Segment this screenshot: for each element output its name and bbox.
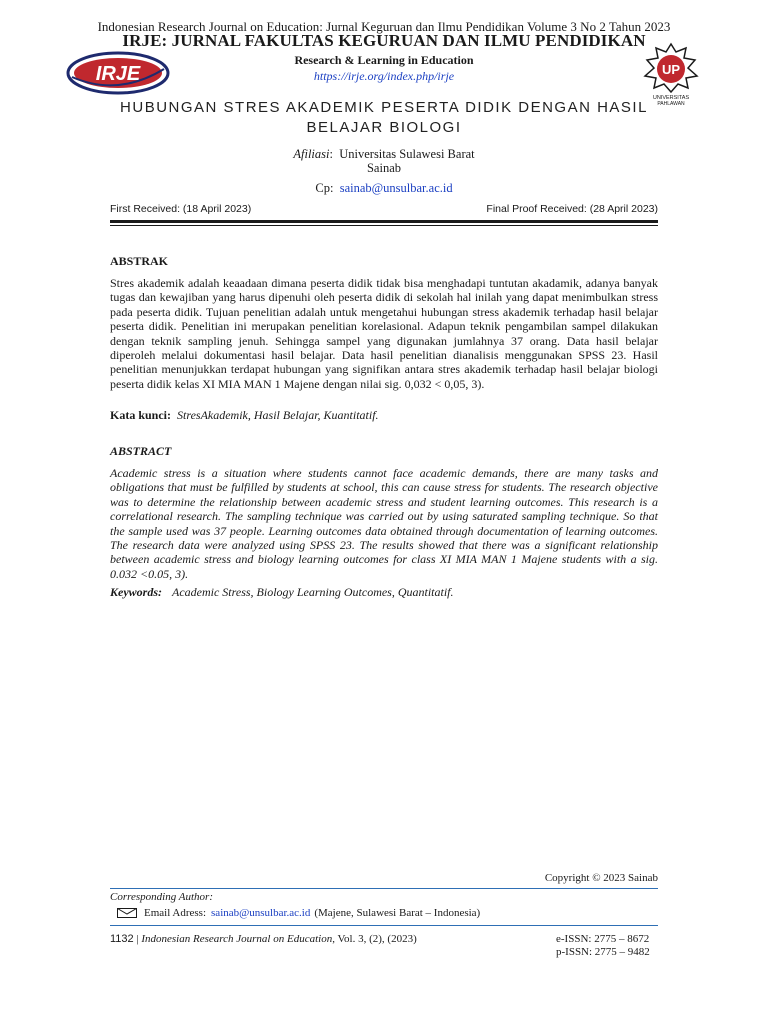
cp-label: Cp: <box>315 181 334 195</box>
university-logo-caption: UNIVERSITAS <box>652 95 690 101</box>
kata-kunci <box>110 408 658 423</box>
paper-title <box>110 98 658 138</box>
kata-kunci-value: StresAkademik, Hasil Belajar, Kuantitatif. <box>177 408 379 422</box>
page-separator: | <box>136 933 139 945</box>
irje-logo <box>66 51 170 95</box>
paper-title-line-1: HUBUNGAN STRES AKADEMIK PESERTA DIDIK DENGAN HASIL <box>120 99 648 116</box>
keywords-value: Academic Stress, Biology Learning Outcomes, Quantitatif. <box>172 585 454 599</box>
abstrak-heading: ABSTRAK <box>110 254 169 268</box>
eissn: e-ISSN: 2775 – 8672 <box>556 933 650 945</box>
received-dates <box>110 203 658 215</box>
footer-rule-bottom <box>110 925 658 926</box>
header-divider-thick <box>110 220 658 223</box>
university-logo <box>640 40 702 106</box>
journal-line: Indonesian Research Journal on Education: Jurnal Keguruan dan Ilmu Pendidikan Volume 3 No 2 Tahun 2023 <box>97 19 671 34</box>
keywords-label: Keywords: <box>110 585 162 599</box>
envelope-icon <box>117 908 137 918</box>
cp-email-link[interactable]: sainab@unsulbar.ac.id <box>339 181 453 195</box>
footer-email-link[interactable]: sainab@unsulbar.ac.id <box>211 907 311 919</box>
author-name: Sainab <box>366 161 402 175</box>
journal-subtitle: Research & Learning in Education <box>294 53 474 67</box>
abstrak-text: Stres akademik adalah keaadaan dimana peserta didik tidak bisa menghadapi tuntutan akadamik, adanya banyak tugas dan kewajiban yang harus dipenuhi oleh peserta didik di sekolah hal inilah yang dapat menimbulkan stress pada peserta didik. Tujuan penelitian adalah untuk mengetahui hubungan stress akademik terhadap hasil belajar peserta didik. Penelitian ini merupakan penelitian korelasional. Adapun teknik pengambilan sampel dilakukan dengan teknik sampling jenuh. Sehingga sampel yang digunakan jumlahnya 37 orang. Data hasil belajar diperoleh melalui dokumentasi hasil belajar. Data hasil penelitian dianalisis menggunakan SPSS 23. Hasil penelitian menunjukkan terdapat hubungan yang signifikan antara stres akademik terhadap hasil belajar biologi peserta didik kelas XI MIA MAN 1 Majene dengan nilai sig. 0,032 < 0,05, 3). <box>110 276 658 391</box>
kata-kunci-label: Kata kunci: <box>110 408 172 422</box>
header-divider-thin <box>110 225 658 226</box>
page-number: 1132 <box>110 933 134 945</box>
university-logo-text: UP <box>661 62 681 77</box>
contact-person <box>0 181 768 196</box>
email-label: Email Adress: <box>144 907 207 919</box>
abstract-heading: ABSTRACT <box>110 444 172 458</box>
affiliation: Afiliasi: Universitas Sulawesi Barat <box>293 147 475 161</box>
keywords <box>110 585 658 600</box>
footer-rule-top <box>110 888 658 889</box>
footer-journal-name: Indonesian Research Journal on Education <box>141 933 333 945</box>
email-row <box>117 907 480 919</box>
journal-title: IRJE: JURNAL FAKULTAS KEGURUAN DAN ILMU PENDIDIKAN <box>122 31 646 50</box>
abstract-text: Academic stress is a situation where students cannot face academic demands, there are many tasks and obligations that must be fulfilled by students at school, this can cause stress for students. The research objective was to determine the relationship between academic stress and student learning outcomes. This research is a correlational research. The sampling technique was carried out by using saturated sampling technique. So that the sample used was 37 people. Learning outcomes data obtained through documentation of learning outcomes. The research data were analyzed using SPSS 23. The results showed that there was a significant relationship between academic stress and biology learning outcomes for class XI MIA MAN 1 Majene students with a sig. 0.032 <0.05, 3). <box>110 466 658 581</box>
university-logo-caption2: PAHLAWAN <box>657 101 685 106</box>
pissn: p-ISSN: 2775 – 9482 <box>556 946 650 958</box>
first-received: First Received: (18 April 2023) <box>110 203 252 215</box>
email-location: (Majene, Sulawesi Barat – Indonesia) <box>314 907 481 919</box>
footer-volume: , Vol. 3, (2), (2023) <box>332 933 417 945</box>
affiliation-value: Universitas Sulawesi Barat <box>339 147 475 161</box>
affiliation-label: Afiliasi <box>293 147 330 161</box>
irje-logo-text: IRJE <box>95 63 141 85</box>
page-footer <box>110 933 417 945</box>
final-proof-received: Final Proof Received: (28 April 2023) <box>486 203 658 215</box>
paper-title-line-2: BELAJAR BIOLOGI <box>306 119 462 136</box>
copyright: Copyright © 2023 Sainab <box>544 872 658 884</box>
journal-url-text[interactable]: https://irje.org/index.php/irje <box>313 69 455 83</box>
corresponding-author-label: Corresponding Author: <box>110 891 213 903</box>
